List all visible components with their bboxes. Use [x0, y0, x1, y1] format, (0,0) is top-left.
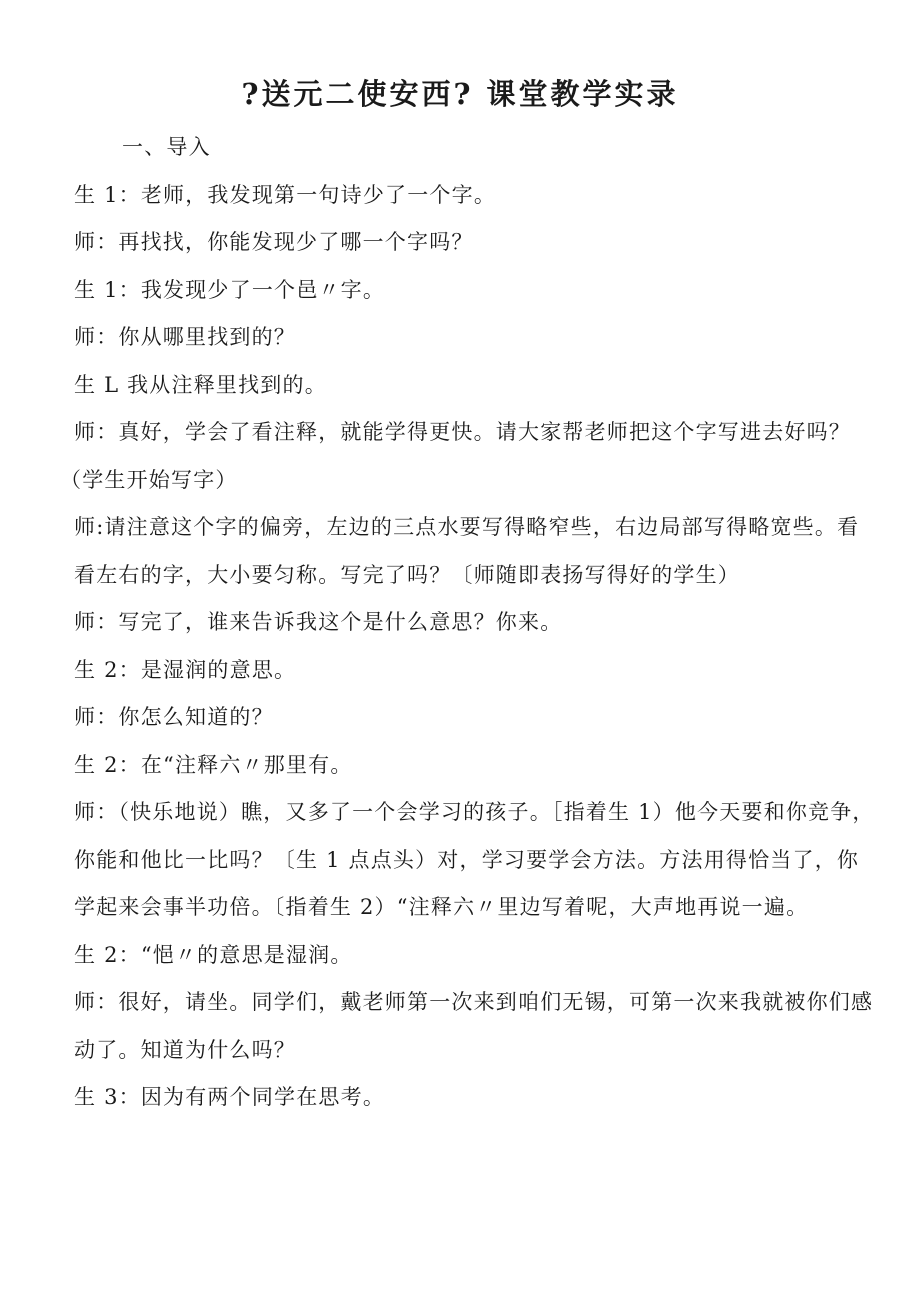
paragraph: 师：写完了，谁来告诉我这个是什么意思？你来。: [74, 610, 563, 634]
paragraph: 师：很好，请坐。同学们，戴老师第一次来到咱们无锡，可第一次来我就被你们感动了。知道为什么吗？: [74, 990, 874, 1062]
stage-direction: （学生开始写字）: [60, 467, 238, 492]
paragraph: 生 1：我发现少了一个邑〃字。: [74, 277, 386, 302]
paragraph: 师：你怎么知道的？: [74, 705, 274, 729]
document-body: [60, 124, 880, 1122]
paragraph: 生 L 我从注释里找到的。: [74, 372, 327, 397]
paragraph: 生 2：“悒〃的意思是湿润。: [74, 942, 353, 967]
paragraph: 师：你从哪里找到的？: [74, 325, 296, 349]
paragraph: 生 2：是湿润的意思。: [74, 657, 297, 682]
paragraph: 生 1：老师，我发现第一句诗少了一个字。: [74, 182, 497, 207]
paragraph: 师:请注意这个字的偏旁，左边的三点水要写得略窄些，右边局部写得略宽些。看看左右的字，大小要匀称。写完了吗？〔师随即表扬写得好的学生）: [74, 515, 860, 587]
paragraph: 生 3：因为有两个同学在思考。: [74, 1085, 386, 1109]
paragraph: 生 2：在“注释六〃那里有。: [74, 752, 353, 777]
document-title: ?送元二使安西? 课堂教学实录: [241, 77, 679, 111]
paragraph: 师：再找找，你能发现少了哪一个字吗？: [74, 230, 474, 254]
paragraph: 师：（快乐地说）瞧，又多了一个会学习的孩子。［指着生 1）他今天要和你竞争，你能和他比一比吗？〔生 1 点点头）对，学习要学会方法。方法用得恰当了，你学起来会事半功倍。〔指着生 2）“注释六〃里边写着呢，大声地再说一遍。: [74, 800, 875, 919]
section-heading-intro: 一、导入: [122, 135, 211, 159]
paragraph: 师：真好，学会了看注释，就能学得更快。请大家帮老师把这个字写进去好吗？: [74, 420, 851, 444]
